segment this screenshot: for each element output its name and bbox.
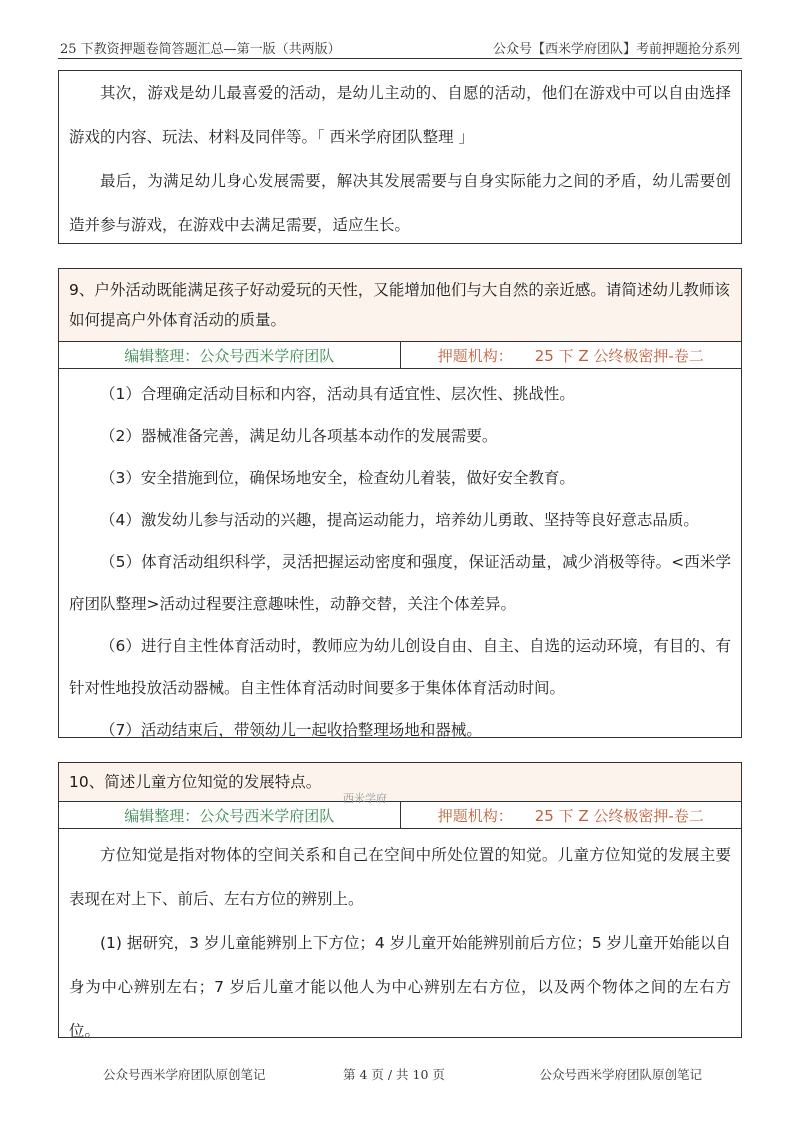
question-10-box xyxy=(58,762,742,1038)
answer-item: （5）体育活动组织科学，灵活把握运动密度和强度，保证活动量，减少消极等待。<西米学府团队整理>活动过程要注意趣味性，动静交替，关注个体差异。 xyxy=(69,553,731,613)
answer-item: （3）安全措施到位，确保场地安全，检查幼儿着装，做好安全教育。 xyxy=(100,469,575,487)
editor-credit xyxy=(59,792,401,828)
intro-paragraph: 其次，游戏是幼儿最喜爱的活动，是幼儿主动的、自愿的活动，他们在游戏中可以自由选择游戏的内容、玩法、材料及同伴等。「 西米学府团队整理 」 xyxy=(69,84,731,146)
answer-item: （1）合理确定活动目标和内容，活动具有适宜性、层次性、挑战性。 xyxy=(100,385,575,403)
source-org xyxy=(401,342,742,368)
answer-item: （7）活动结束后，带领幼儿一起收拾整理场地和器械。 xyxy=(100,721,482,739)
org-label: 押题机构： xyxy=(437,346,513,365)
question-10-title: 10、简述儿童方位知觉的发展特点。 xyxy=(59,763,741,802)
source-org xyxy=(401,802,742,828)
footer-left: 公众号西米学府团队原创笔记 xyxy=(103,1067,266,1082)
header-series: 公众号【西米学府团队】考前押题抢分系列 xyxy=(492,42,740,57)
question-9-title: 9、户外活动既能满足孩子好动爱玩的天性，又能增加他们与大自然的亲近感。请简述幼儿教师该如何提高户外体育活动的质量。 xyxy=(59,269,741,342)
answer-item: （2）器械准备完善，满足幼儿各项基本动作的发展需要。 xyxy=(100,427,498,445)
question-10-meta xyxy=(59,792,741,829)
answer-item: （4）激发幼儿参与活动的兴趣，提高运动能力，培养幼儿勇敢、坚持等良好意志品质。 xyxy=(100,511,699,529)
question-9-box xyxy=(58,268,742,738)
org-value: 25 下 Z 公终极密押-卷二 xyxy=(534,806,704,825)
page-number: 第 4 页 / 共 10 页 xyxy=(343,1067,445,1082)
page-header xyxy=(58,36,742,59)
question-10-answer xyxy=(59,829,741,1055)
question-9-meta xyxy=(59,342,741,369)
footer-right: 公众号西米学府团队原创笔记 xyxy=(539,1067,702,1082)
editor-credit: 编辑整理：公众号西米学府团队 xyxy=(59,342,401,368)
intro-box xyxy=(58,70,742,244)
watermark: 西米学府 xyxy=(343,792,387,805)
editor-credit-text: 编辑整理：公众号西米学府团队 xyxy=(124,806,335,825)
org-label: 押题机构： xyxy=(437,806,513,825)
answer-item: （6）进行自主性体育活动时，教师应为幼儿创设自由、自主、自选的运动环境，有目的、有针对性地投放活动器械。自主性体育活动时间要多于集体体育活动时间。 xyxy=(69,637,731,697)
intro-paragraph: 最后，为满足幼儿身心发展需要，解决其发展需要与自身实际能力之间的矛盾，幼儿需要创造并参与游戏，在游戏中去满足需要，适应生长。 xyxy=(69,172,731,234)
header-title: 25 下教资押题卷简答题汇总—第一版（共两版） xyxy=(60,42,341,57)
org-value: 25 下 Z 公终极密押-卷二 xyxy=(534,346,704,365)
answer-item: (1) 据研究，3 岁儿童能辨别上下方位；4 岁儿童开始能辨别前后方位；5 岁儿童开始能以自身为中心辨别左右；7 岁后儿童才能以他人为中心辨别左右方位，以及两个物体之间的左右方位。 xyxy=(69,934,731,1040)
question-9-answer xyxy=(59,369,741,753)
answer-item: 方位知觉是指对物体的空间关系和自己在空间中所处位置的知觉。儿童方位知觉的发展主要表现在对上下、前后、左右方位的辨别上。 xyxy=(69,846,731,908)
